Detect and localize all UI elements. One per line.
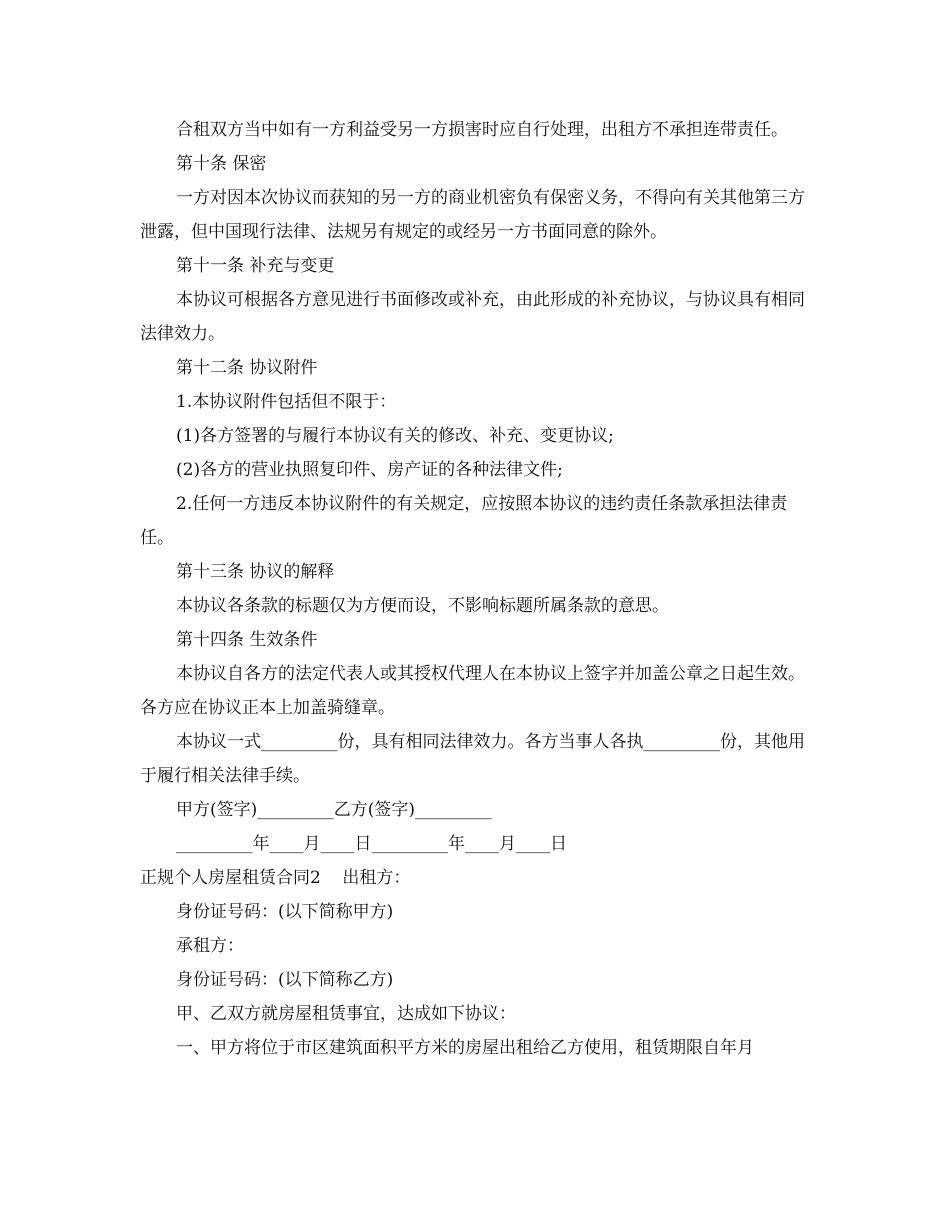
para-annex-1-2: (2)各方的营业执照复印件、房产证的各种法律文件; (176, 460, 563, 480)
para-confidentiality: 一方对因本次协议而获知的另一方的商业机密负有保密义务，不得向有关其他第三方泄露，但中国现行法律、法规另有规定的或经另一方书面同意的除外。 (140, 188, 805, 242)
heading-article-12: 第十二条 协议附件 (176, 358, 318, 378)
heading-article-13: 第十三条 协议的解释 (176, 562, 335, 582)
para-interpretation: 本协议各条款的标题仅为方便而设，不影响标题所属条款的意思。 (176, 596, 669, 616)
para-supplement: 本协议可根据各方意见进行书面修改或补充，由此形成的补充协议，与协议具有相同法律效力。 (140, 290, 805, 344)
signature-line: 甲方(签字)_________乙方(签字)_________ (176, 800, 492, 820)
lessee-id-line: 身份证号码：(以下简称乙方) (176, 970, 394, 990)
para-effectiveness: 本协议自各方的法定代表人或其授权代理人在本协议上签字并加盖公章之日起生效。各方应在协议正本上加盖骑缝章。 (140, 664, 805, 718)
clause-1: 一、甲方将位于市区建筑面积平方米的房屋出租给乙方使用，租赁期限自年月 (176, 1038, 754, 1058)
para-annex-1: 1.本协议附件包括但不限于： (176, 392, 397, 412)
heading-article-10: 第十条 保密 (176, 154, 267, 174)
para-copies: 本协议一式_________份，具有相同法律效力。各方当事人各执_________份，其他用于履行相关法律手续。 (140, 732, 805, 786)
para-annex-1-1: (1)各方签署的与履行本协议有关的修改、补充、变更协议; (176, 426, 614, 446)
heading-article-14: 第十四条 生效条件 (176, 630, 318, 650)
document-body (140, 113, 812, 1065)
lessee-line: 承租方： (176, 936, 244, 956)
para-annex-2: 2.任何一方违反本协议附件的有关规定，应按照本协议的违约责任条款承担法律责任。 (140, 494, 788, 548)
contract-2-title-line: 正规个人房屋租赁合同2 出租方： (140, 868, 411, 888)
agreement-intro: 甲、乙双方就房屋租赁事宜，达成如下协议： (176, 1004, 516, 1024)
date-line: _________年____月____日_________年____月____日 (176, 834, 567, 854)
lessor-id-line: 身份证号码：(以下简称甲方) (176, 902, 394, 922)
heading-article-11: 第十一条 补充与变更 (176, 256, 335, 276)
para-joint-tenants-liability: 合租双方当中如有一方利益受另一方损害时应自行处理，出租方不承担连带责任。 (176, 120, 788, 140)
